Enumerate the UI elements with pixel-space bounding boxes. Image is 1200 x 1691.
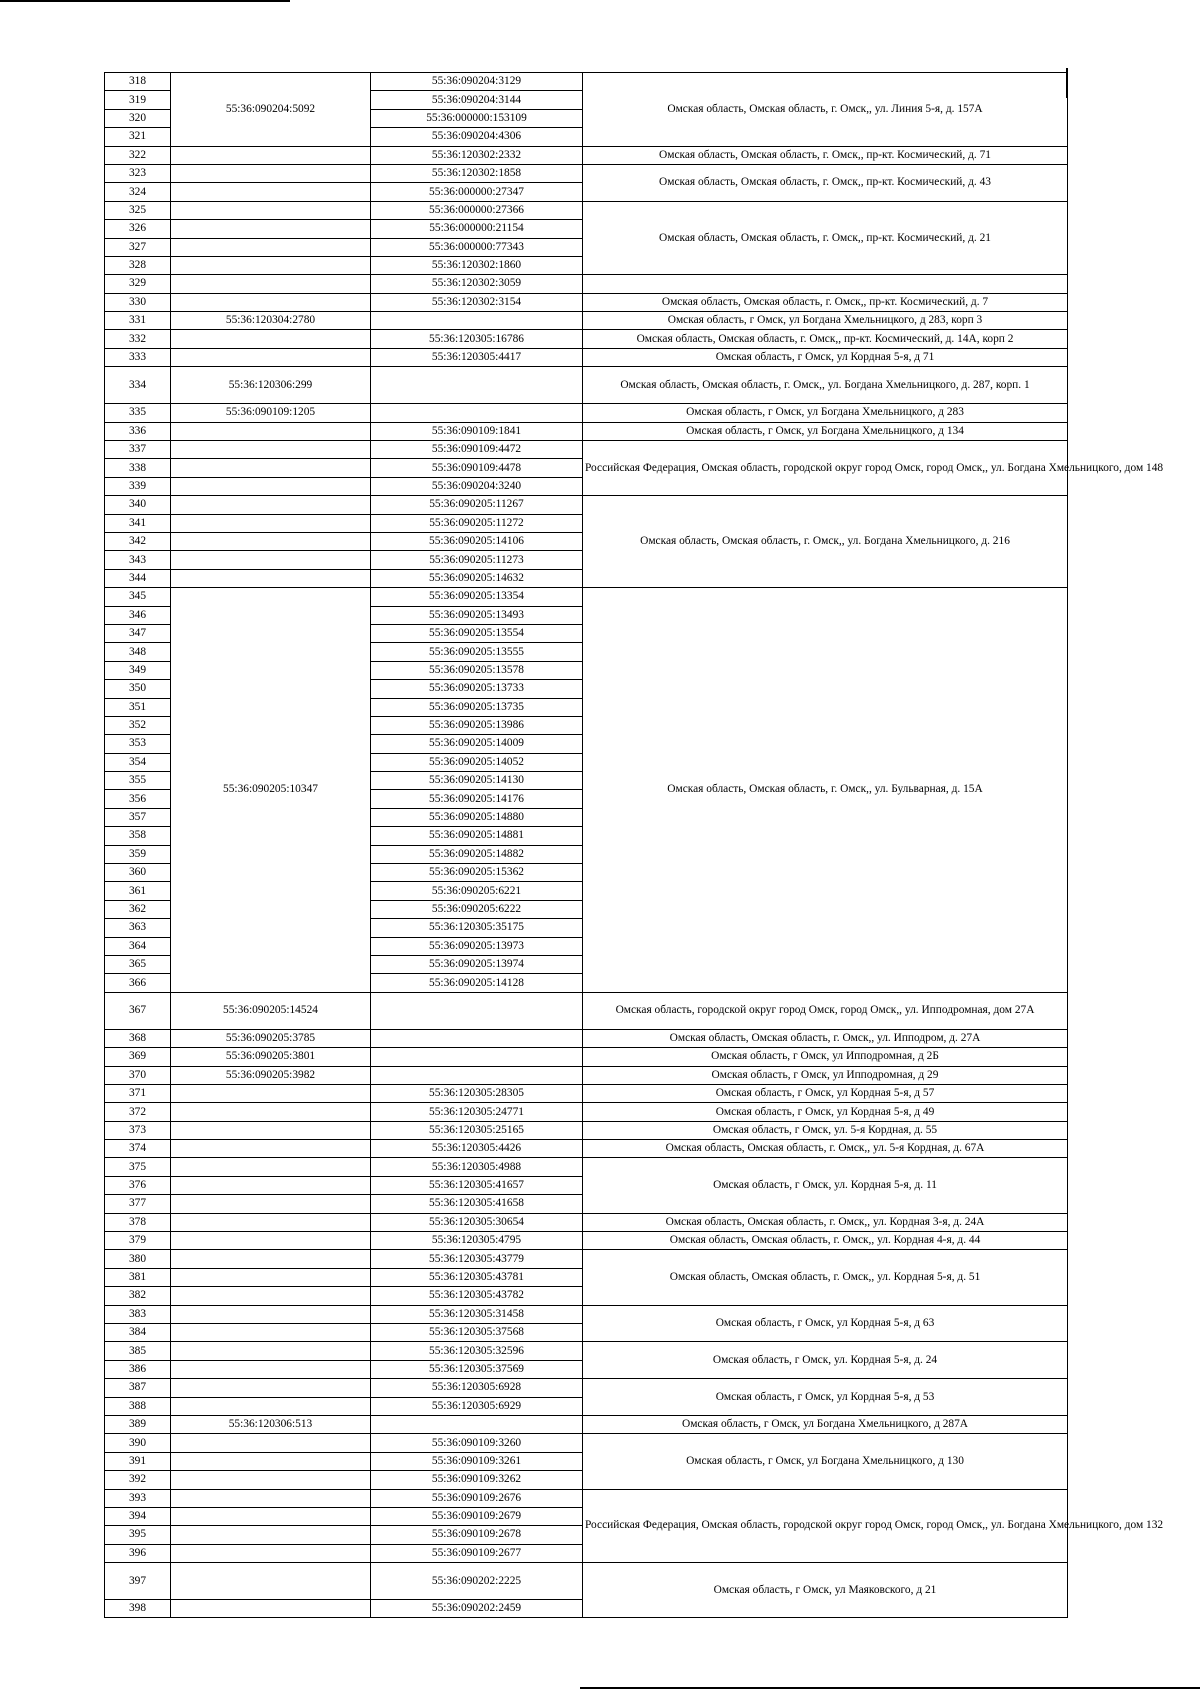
table-row xyxy=(105,312,1068,330)
cadastral-number-cell: 55:36:120305:31458 xyxy=(371,1305,583,1323)
parent-cadastral-cell xyxy=(171,569,371,587)
cadastral-number-cell: 55:36:120305:43781 xyxy=(371,1268,583,1286)
parent-cadastral-cell xyxy=(171,1342,371,1360)
row-number-cell: 320 xyxy=(105,109,171,127)
row-number-cell: 340 xyxy=(105,496,171,514)
row-number-cell: 326 xyxy=(105,220,171,238)
row-number-cell: 352 xyxy=(105,716,171,734)
row-number-cell: 357 xyxy=(105,808,171,826)
parent-cadastral-cell xyxy=(171,496,371,514)
cadastral-number-cell: 55:36:120305:6929 xyxy=(371,1397,583,1415)
row-number-cell: 372 xyxy=(105,1103,171,1121)
address-cell: Омская область, г Омск, ул. Кордная 5-я, д. 11 xyxy=(583,1158,1068,1213)
row-number-cell: 378 xyxy=(105,1213,171,1231)
row-number-cell: 371 xyxy=(105,1084,171,1102)
parent-cadastral-cell xyxy=(171,1158,371,1176)
cadastral-number-cell: 55:36:090205:15362 xyxy=(371,864,583,882)
parent-cadastral-cell: 55:36:120304:2780 xyxy=(171,312,371,330)
row-number-cell: 353 xyxy=(105,735,171,753)
cadastral-number-cell: 55:36:090205:11272 xyxy=(371,514,583,532)
address-cell: Омская область, Омская область, г. Омск,, ул. Кордная 5-я, д. 51 xyxy=(583,1250,1068,1305)
parent-cadastral-cell xyxy=(171,1489,371,1507)
row-number-cell: 354 xyxy=(105,753,171,771)
row-number-cell: 335 xyxy=(105,404,171,422)
row-number-cell: 338 xyxy=(105,459,171,477)
address-cell: Омская область, Омская область, г. Омск,, пр-кт. Космический, д. 14А, корп 2 xyxy=(583,330,1068,348)
row-number-cell: 358 xyxy=(105,827,171,845)
cadastral-number-cell: 55:36:000000:77343 xyxy=(371,238,583,256)
cadastral-number-cell: 55:36:090205:6222 xyxy=(371,900,583,918)
table-row xyxy=(105,1415,1068,1433)
parent-cadastral-cell xyxy=(171,220,371,238)
cadastral-number-cell: 55:36:090202:2459 xyxy=(371,1600,583,1618)
row-number-cell: 323 xyxy=(105,164,171,182)
parent-cadastral-cell xyxy=(171,1305,371,1323)
row-number-cell: 384 xyxy=(105,1324,171,1342)
row-number-cell: 321 xyxy=(105,128,171,146)
parent-cadastral-cell xyxy=(171,256,371,274)
cadastral-number-cell: 55:36:090205:13354 xyxy=(371,588,583,606)
row-number-cell: 341 xyxy=(105,514,171,532)
parent-cadastral-cell xyxy=(171,201,371,219)
row-number-cell: 336 xyxy=(105,422,171,440)
address-cell: Омская область, г Омск, ул Богдана Хмельницкого, д 287А xyxy=(583,1415,1068,1433)
parent-cadastral-cell xyxy=(171,1324,371,1342)
parent-cadastral-cell xyxy=(171,1452,371,1470)
address-cell xyxy=(583,275,1068,293)
cadastral-number-cell: 55:36:120302:3154 xyxy=(371,293,583,311)
row-number-cell: 329 xyxy=(105,275,171,293)
parent-cadastral-cell xyxy=(171,1140,371,1158)
cadastral-number-cell: 55:36:120302:1860 xyxy=(371,256,583,274)
cadastral-number-cell: 55:36:090205:11267 xyxy=(371,496,583,514)
cadastral-number-cell: 55:36:090204:3144 xyxy=(371,91,583,109)
cadastral-number-cell: 55:36:090205:14632 xyxy=(371,569,583,587)
row-number-cell: 377 xyxy=(105,1195,171,1213)
parent-cadastral-cell xyxy=(171,1176,371,1194)
row-number-cell: 375 xyxy=(105,1158,171,1176)
row-number-cell: 356 xyxy=(105,790,171,808)
table-row xyxy=(105,275,1068,293)
parent-cadastral-cell xyxy=(171,1434,371,1452)
cadastral-number-cell: 55:36:090109:3261 xyxy=(371,1452,583,1470)
parent-cadastral-cell xyxy=(171,1526,371,1544)
cadastral-number-cell: 55:36:090205:14052 xyxy=(371,753,583,771)
parent-cadastral-cell xyxy=(171,459,371,477)
cadastral-number-cell: 55:36:120305:4426 xyxy=(371,1140,583,1158)
table-row xyxy=(105,404,1068,422)
row-number-cell: 379 xyxy=(105,1232,171,1250)
row-number-cell: 386 xyxy=(105,1360,171,1378)
parent-cadastral-cell xyxy=(171,1250,371,1268)
parent-cadastral-cell xyxy=(171,238,371,256)
row-number-cell: 319 xyxy=(105,91,171,109)
address-cell: Омская область, Омская область, г. Омск,, ул. Богдана Хмельницкого, д. 287, корп. 1 xyxy=(583,367,1068,404)
table-row xyxy=(105,1140,1068,1158)
cadastral-number-cell: 55:36:090204:3240 xyxy=(371,477,583,495)
parent-cadastral-cell xyxy=(171,330,371,348)
parent-cadastral-cell xyxy=(171,1471,371,1489)
parent-cadastral-cell: 55:36:090204:5092 xyxy=(171,73,371,147)
cadastral-number-cell: 55:36:090205:13974 xyxy=(371,955,583,973)
cadastral-number-cell: 55:36:090205:14009 xyxy=(371,735,583,753)
parent-cadastral-cell xyxy=(171,275,371,293)
cadastral-number-cell: 55:36:120305:37568 xyxy=(371,1324,583,1342)
address-cell: Омская область, г Омск, ул Кордная 5-я, д 71 xyxy=(583,348,1068,366)
scan-artifact-top-line xyxy=(0,0,290,2)
row-number-cell: 393 xyxy=(105,1489,171,1507)
row-number-cell: 328 xyxy=(105,256,171,274)
cadastral-number-cell: 55:36:120305:16786 xyxy=(371,330,583,348)
row-number-cell: 325 xyxy=(105,201,171,219)
row-number-cell: 366 xyxy=(105,974,171,992)
table-row xyxy=(105,496,1068,514)
address-cell: Омская область, г Омск, ул Ипподромная, д 29 xyxy=(583,1066,1068,1084)
table-row xyxy=(105,1066,1068,1084)
address-cell: Омская область, Омская область, г. Омск,, ул. Ипподром, д. 27А xyxy=(583,1029,1068,1047)
parent-cadastral-cell xyxy=(171,1103,371,1121)
cadastral-number-cell: 55:36:090109:4472 xyxy=(371,441,583,459)
row-number-cell: 351 xyxy=(105,698,171,716)
row-number-cell: 363 xyxy=(105,919,171,937)
parent-cadastral-cell xyxy=(171,1121,371,1139)
row-number-cell: 350 xyxy=(105,680,171,698)
row-number-cell: 380 xyxy=(105,1250,171,1268)
cadastral-number-cell xyxy=(371,367,583,404)
row-number-cell: 391 xyxy=(105,1452,171,1470)
row-number-cell: 324 xyxy=(105,183,171,201)
row-number-cell: 381 xyxy=(105,1268,171,1286)
parent-cadastral-cell xyxy=(171,532,371,550)
cadastral-number-cell: 55:36:120305:37569 xyxy=(371,1360,583,1378)
parent-cadastral-cell xyxy=(171,1287,371,1305)
row-number-cell: 392 xyxy=(105,1471,171,1489)
table-row xyxy=(105,1563,1068,1600)
cadastral-number-cell: 55:36:090109:2678 xyxy=(371,1526,583,1544)
cadastral-number-cell xyxy=(371,312,583,330)
cadastral-number-cell: 55:36:000000:27347 xyxy=(371,183,583,201)
table-row xyxy=(105,367,1068,404)
parent-cadastral-cell: 55:36:090205:3785 xyxy=(171,1029,371,1047)
cadastral-number-cell: 55:36:120305:28305 xyxy=(371,1084,583,1102)
parent-cadastral-cell: 55:36:090205:3982 xyxy=(171,1066,371,1084)
parent-cadastral-cell xyxy=(171,1360,371,1378)
row-number-cell: 389 xyxy=(105,1415,171,1433)
cadastral-number-cell: 55:36:090205:14880 xyxy=(371,808,583,826)
address-cell: Омская область, г Омск, ул Богдана Хмельницкого, д 134 xyxy=(583,422,1068,440)
cadastral-number-cell: 55:36:120305:41658 xyxy=(371,1195,583,1213)
row-number-cell: 362 xyxy=(105,900,171,918)
cadastral-number-cell: 55:36:120305:41657 xyxy=(371,1176,583,1194)
cadastral-number-cell: 55:36:090205:14881 xyxy=(371,827,583,845)
row-number-cell: 385 xyxy=(105,1342,171,1360)
cadastral-number-cell: 55:36:090109:1841 xyxy=(371,422,583,440)
address-cell: Омская область, Омская область, г. Омск,, ул. Бульварная, д. 15А xyxy=(583,588,1068,993)
cadastral-number-cell: 55:36:120305:32596 xyxy=(371,1342,583,1360)
table-row xyxy=(105,1379,1068,1397)
table-row xyxy=(105,1305,1068,1323)
row-number-cell: 374 xyxy=(105,1140,171,1158)
table-row xyxy=(105,146,1068,164)
row-number-cell: 373 xyxy=(105,1121,171,1139)
parent-cadastral-cell xyxy=(171,164,371,182)
cadastral-number-cell: 55:36:120305:24771 xyxy=(371,1103,583,1121)
table-row xyxy=(105,1121,1068,1139)
table-row xyxy=(105,1489,1068,1507)
row-number-cell: 395 xyxy=(105,1526,171,1544)
cadastral-number-cell: 55:36:090205:13733 xyxy=(371,680,583,698)
row-number-cell: 369 xyxy=(105,1048,171,1066)
cadastral-number-cell: 55:36:000000:27366 xyxy=(371,201,583,219)
table-row xyxy=(105,293,1068,311)
cadastral-number-cell: 55:36:090109:4478 xyxy=(371,459,583,477)
row-number-cell: 367 xyxy=(105,992,171,1029)
cadastral-number-cell xyxy=(371,1415,583,1433)
cadastral-number-cell: 55:36:090205:13973 xyxy=(371,937,583,955)
parent-cadastral-cell xyxy=(171,441,371,459)
row-number-cell: 342 xyxy=(105,532,171,550)
parent-cadastral-cell xyxy=(171,348,371,366)
parent-cadastral-cell xyxy=(171,1397,371,1415)
cadastral-number-cell: 55:36:090205:13554 xyxy=(371,624,583,642)
parent-cadastral-cell: 55:36:090109:1205 xyxy=(171,404,371,422)
address-cell: Омская область, г Омск, ул Маяковского, д 21 xyxy=(583,1563,1068,1618)
row-number-cell: 330 xyxy=(105,293,171,311)
table-row xyxy=(105,1342,1068,1360)
cadastral-number-cell: 55:36:090109:2679 xyxy=(371,1507,583,1525)
table-row xyxy=(105,1084,1068,1102)
parent-cadastral-cell xyxy=(171,1084,371,1102)
row-number-cell: 343 xyxy=(105,551,171,569)
parent-cadastral-cell xyxy=(171,1507,371,1525)
row-number-cell: 365 xyxy=(105,955,171,973)
scan-artifact-bottom-line xyxy=(580,1687,1200,1689)
cadastral-number-cell: 55:36:090204:4306 xyxy=(371,128,583,146)
table-row xyxy=(105,1232,1068,1250)
parent-cadastral-cell xyxy=(171,551,371,569)
row-number-cell: 348 xyxy=(105,643,171,661)
table-row xyxy=(105,348,1068,366)
parent-cadastral-cell: 55:36:120306:513 xyxy=(171,1415,371,1433)
cadastral-number-cell: 55:36:090109:2677 xyxy=(371,1544,583,1562)
address-cell: Омская область, г Омск, ул Богдана Хмельницкого, д 283, корп 3 xyxy=(583,312,1068,330)
cadastral-number-cell: 55:36:120302:1858 xyxy=(371,164,583,182)
parent-cadastral-cell xyxy=(171,183,371,201)
parent-cadastral-cell xyxy=(171,1563,371,1600)
row-number-cell: 396 xyxy=(105,1544,171,1562)
cadastral-number-cell xyxy=(371,992,583,1029)
row-number-cell: 334 xyxy=(105,367,171,404)
cadastral-number-cell xyxy=(371,1048,583,1066)
address-cell: Омская область, г Омск, ул. Кордная 5-я, д. 24 xyxy=(583,1342,1068,1379)
address-cell: Российская Федерация, Омская область, городской округ город Омск, город Омск,, ул. Богдана Хмельницкого, дом 132 xyxy=(583,1489,1068,1563)
parent-cadastral-cell xyxy=(171,1544,371,1562)
address-cell: Омская область, Омская область, г. Омск,, пр-кт. Космический, д. 43 xyxy=(583,164,1068,201)
row-number-cell: 370 xyxy=(105,1066,171,1084)
cadastral-number-cell: 55:36:090109:2676 xyxy=(371,1489,583,1507)
cadastral-number-cell: 55:36:120305:6928 xyxy=(371,1379,583,1397)
parent-cadastral-cell xyxy=(171,477,371,495)
table-row xyxy=(105,1250,1068,1268)
cadastral-number-cell: 55:36:120302:3059 xyxy=(371,275,583,293)
address-cell: Омская область, Омская область, г. Омск,, пр-кт. Космический, д. 71 xyxy=(583,146,1068,164)
parent-cadastral-cell xyxy=(171,514,371,532)
row-number-cell: 345 xyxy=(105,588,171,606)
cadastral-number-cell: 55:36:090205:13986 xyxy=(371,716,583,734)
cadastral-number-cell: 55:36:090205:13493 xyxy=(371,606,583,624)
parent-cadastral-cell xyxy=(171,146,371,164)
table-row xyxy=(105,1029,1068,1047)
address-cell: Омская область, г Омск, ул Кордная 5-я, д 53 xyxy=(583,1379,1068,1416)
address-cell: Омская область, Омская область, г. Омск,, пр-кт. Космический, д. 21 xyxy=(583,201,1068,275)
table-row xyxy=(105,1434,1068,1452)
address-cell: Российская Федерация, Омская область, городской округ город Омск, город Омск,, ул. Богдана Хмельницкого, дом 148 xyxy=(583,441,1068,496)
cadastral-number-cell: 55:36:090205:13555 xyxy=(371,643,583,661)
table-row xyxy=(105,1213,1068,1231)
cadastral-number-cell: 55:36:120305:43782 xyxy=(371,1287,583,1305)
cadastral-number-cell: 55:36:090205:14106 xyxy=(371,532,583,550)
row-number-cell: 398 xyxy=(105,1600,171,1618)
table-row xyxy=(105,330,1068,348)
row-number-cell: 322 xyxy=(105,146,171,164)
table-row xyxy=(105,164,1068,182)
row-number-cell: 349 xyxy=(105,661,171,679)
table-body xyxy=(105,73,1164,1618)
table-row xyxy=(105,588,1068,606)
cadastral-number-cell: 55:36:120305:43779 xyxy=(371,1250,583,1268)
table-row xyxy=(105,1103,1068,1121)
row-number-cell: 397 xyxy=(105,1563,171,1600)
parent-cadastral-cell xyxy=(171,1213,371,1231)
row-number-cell: 361 xyxy=(105,882,171,900)
cadastral-number-cell: 55:36:090109:3262 xyxy=(371,1471,583,1489)
cadastral-number-cell xyxy=(371,404,583,422)
parent-cadastral-cell xyxy=(171,1268,371,1286)
parent-cadastral-cell: 55:36:120306:299 xyxy=(171,367,371,404)
address-cell: Омская область, г Омск, ул. 5-я Кордная, д. 55 xyxy=(583,1121,1068,1139)
row-number-cell: 359 xyxy=(105,845,171,863)
parent-cadastral-cell xyxy=(171,293,371,311)
cadastral-number-cell: 55:36:120305:30654 xyxy=(371,1213,583,1231)
table-row xyxy=(105,422,1068,440)
address-cell: Омская область, Омская область, г. Омск,, ул. Богдана Хмельницкого, д. 216 xyxy=(583,496,1068,588)
cadastral-number-cell: 55:36:120305:4795 xyxy=(371,1232,583,1250)
table-row xyxy=(105,1048,1068,1066)
parent-cadastral-cell xyxy=(171,1600,371,1618)
address-cell: Омская область, г Омск, ул Богдана Хмельницкого, д 130 xyxy=(583,1434,1068,1489)
cadastral-number-cell: 55:36:120305:35175 xyxy=(371,919,583,937)
address-cell: Омская область, Омская область, г. Омск,, ул. 5-я Кордная, д. 67А xyxy=(583,1140,1068,1158)
cadastral-number-cell xyxy=(371,1066,583,1084)
table-row xyxy=(105,992,1068,1029)
row-number-cell: 331 xyxy=(105,312,171,330)
row-number-cell: 382 xyxy=(105,1287,171,1305)
address-cell: Омская область, Омская область, г. Омск,, ул. Линия 5-я, д. 157А xyxy=(583,73,1068,147)
cadastral-number-cell: 55:36:090205:14176 xyxy=(371,790,583,808)
address-cell: Омская область, г Омск, ул Ипподромная, д 2Б xyxy=(583,1048,1068,1066)
parent-cadastral-cell xyxy=(171,1379,371,1397)
cadastral-number-cell: 55:36:090202:2225 xyxy=(371,1563,583,1600)
row-number-cell: 360 xyxy=(105,864,171,882)
cadastral-number-cell: 55:36:000000:153109 xyxy=(371,109,583,127)
row-number-cell: 346 xyxy=(105,606,171,624)
table-row xyxy=(105,201,1068,219)
row-number-cell: 388 xyxy=(105,1397,171,1415)
cadastral-registry-table xyxy=(104,72,1164,1618)
cadastral-number-cell: 55:36:090205:13735 xyxy=(371,698,583,716)
row-number-cell: 390 xyxy=(105,1434,171,1452)
row-number-cell: 333 xyxy=(105,348,171,366)
row-number-cell: 355 xyxy=(105,772,171,790)
cadastral-number-cell: 55:36:090205:14128 xyxy=(371,974,583,992)
row-number-cell: 332 xyxy=(105,330,171,348)
row-number-cell: 368 xyxy=(105,1029,171,1047)
address-cell: Омская область, Омская область, г. Омск,, ул. Кордная 4-я, д. 44 xyxy=(583,1232,1068,1250)
table-row xyxy=(105,441,1068,459)
parent-cadastral-cell: 55:36:090205:10347 xyxy=(171,588,371,993)
cadastral-number-cell xyxy=(371,1029,583,1047)
cadastral-number-cell: 55:36:120302:2332 xyxy=(371,146,583,164)
row-number-cell: 387 xyxy=(105,1379,171,1397)
row-number-cell: 327 xyxy=(105,238,171,256)
cadastral-number-cell: 55:36:000000:21154 xyxy=(371,220,583,238)
row-number-cell: 339 xyxy=(105,477,171,495)
cadastral-number-cell: 55:36:090205:14882 xyxy=(371,845,583,863)
cadastral-number-cell: 55:36:090205:11273 xyxy=(371,551,583,569)
address-cell: Омская область, г Омск, ул Кордная 5-я, д 63 xyxy=(583,1305,1068,1342)
address-cell: Омская область, г Омск, ул Богдана Хмельницкого, д 283 xyxy=(583,404,1068,422)
row-number-cell: 364 xyxy=(105,937,171,955)
parent-cadastral-cell xyxy=(171,422,371,440)
cadastral-number-cell: 55:36:090205:14130 xyxy=(371,772,583,790)
address-cell: Омская область, городской округ город Омск, город Омск,, ул. Ипподромная, дом 27А xyxy=(583,992,1068,1029)
cadastral-number-cell: 55:36:120305:4988 xyxy=(371,1158,583,1176)
row-number-cell: 347 xyxy=(105,624,171,642)
cadastral-number-cell: 55:36:090109:3260 xyxy=(371,1434,583,1452)
row-number-cell: 394 xyxy=(105,1507,171,1525)
cadastral-number-cell: 55:36:090205:6221 xyxy=(371,882,583,900)
cadastral-number-cell: 55:36:120305:4417 xyxy=(371,348,583,366)
parent-cadastral-cell: 55:36:090205:14524 xyxy=(171,992,371,1029)
row-number-cell: 383 xyxy=(105,1305,171,1323)
address-cell: Омская область, г Омск, ул Кордная 5-я, д 57 xyxy=(583,1084,1068,1102)
table-row xyxy=(105,73,1068,91)
cadastral-number-cell: 55:36:120305:25165 xyxy=(371,1121,583,1139)
cadastral-number-cell: 55:36:090205:13578 xyxy=(371,661,583,679)
table-row xyxy=(105,1158,1068,1176)
row-number-cell: 344 xyxy=(105,569,171,587)
address-cell: Омская область, Омская область, г. Омск,, пр-кт. Космический, д. 7 xyxy=(583,293,1068,311)
row-number-cell: 337 xyxy=(105,441,171,459)
address-cell: Омская область, Омская область, г. Омск,, ул. Кордная 3-я, д. 24А xyxy=(583,1213,1068,1231)
parent-cadastral-cell xyxy=(171,1195,371,1213)
row-number-cell: 318 xyxy=(105,73,171,91)
row-number-cell: 376 xyxy=(105,1176,171,1194)
parent-cadastral-cell xyxy=(171,1232,371,1250)
address-cell: Омская область, г Омск, ул Кордная 5-я, д 49 xyxy=(583,1103,1068,1121)
cadastral-number-cell: 55:36:090204:3129 xyxy=(371,73,583,91)
parent-cadastral-cell: 55:36:090205:3801 xyxy=(171,1048,371,1066)
